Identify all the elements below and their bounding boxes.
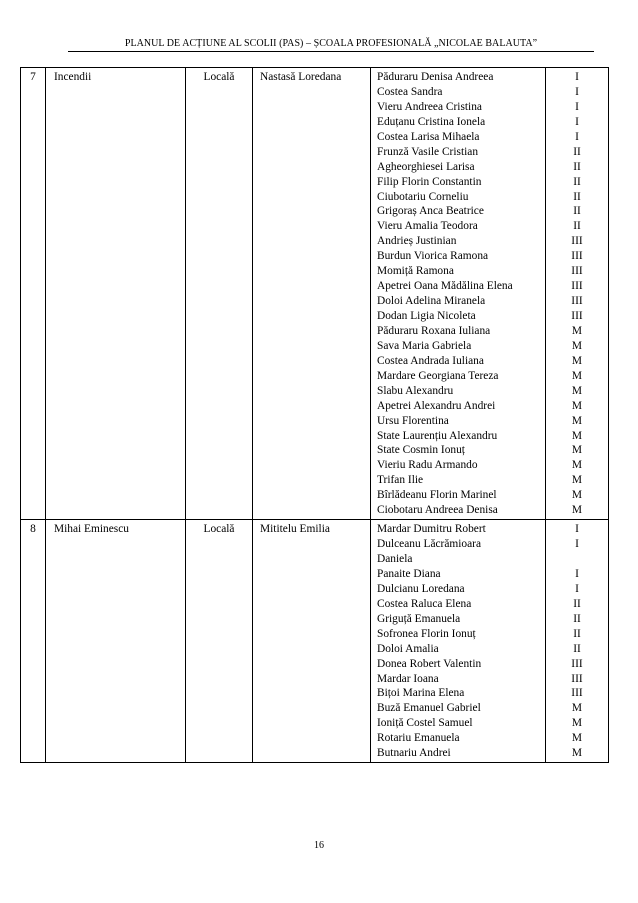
student-name: Momiță Ramona [377, 265, 454, 278]
cell-nr: 8 [21, 520, 46, 763]
student-class [546, 552, 608, 567]
student-class: II [573, 175, 581, 188]
activity-table-body [21, 68, 609, 763]
cell-student-classes [546, 68, 609, 520]
cell-student-names [371, 68, 546, 520]
cell-type: Locală [186, 520, 253, 763]
student-name: Burdun Viorica Ramona [377, 250, 489, 263]
student-class: III [571, 295, 583, 308]
student-name: Apetrei Alexandru Andrei [377, 399, 496, 412]
student-name: Costea Larisa Mihaela [377, 130, 480, 143]
student-class: M [571, 747, 583, 760]
cell-topic: Incendii [46, 68, 186, 520]
student-class: III [571, 250, 583, 263]
student-class: I [575, 582, 579, 595]
student-class: M [571, 444, 583, 457]
student-class: I [575, 130, 579, 143]
student-name: Donea Robert Valentin [377, 657, 482, 670]
student-name: Ciobotaru Andreea Denisa [377, 504, 498, 517]
student-class: M [571, 702, 583, 715]
student-class: I [575, 115, 579, 128]
student-name: State Laurențiu Alexandru [377, 429, 498, 442]
student-class: III [571, 310, 583, 322]
student-class: II [573, 220, 581, 233]
student-class: M [571, 339, 583, 352]
cell-topic: Mihai Eminescu [46, 520, 186, 763]
page-number: 16 [314, 840, 324, 851]
student-class: II [573, 627, 581, 640]
student-name: Bițoi Marina Elena [377, 687, 465, 700]
student-name: Dulceanu Lăcrămioara [377, 538, 482, 551]
student-class: II [573, 642, 581, 655]
student-name: Costea Sandra [377, 85, 443, 98]
student-class: I [575, 100, 579, 113]
student-class: M [571, 504, 583, 517]
student-name: Agheorghiesei Larisa [377, 160, 475, 173]
student-name: Costea Andrada Iuliana [377, 354, 484, 367]
student-name: Costea Raluca Elena [377, 597, 472, 610]
student-class: I [575, 538, 579, 551]
student-name: Dodan Ligia Nicoleta [377, 310, 476, 322]
student-class: III [571, 235, 583, 248]
student-name: Dulcianu Loredana [377, 582, 465, 595]
cell-nr: 7 [21, 68, 46, 520]
student-name: Mardar Dumitru Robert [377, 523, 486, 536]
student-name: Andrieș Justinian [377, 235, 457, 248]
student-class: II [573, 145, 581, 158]
student-name: Rotariu Emanuela [377, 732, 460, 745]
student-class: M [571, 384, 583, 397]
table-row-7 [21, 68, 609, 520]
student-name: Ciubotariu Corneliu [377, 190, 469, 203]
cell-type: Locală [186, 68, 253, 520]
student-class: M [571, 324, 583, 337]
student-class: M [571, 414, 583, 427]
student-class: III [571, 657, 583, 670]
student-name: Vieru Amalia Teodora [377, 220, 478, 233]
student-name: Griguță Emanuela [377, 612, 461, 625]
student-name: Slabu Alexandru [377, 384, 454, 397]
student-name: Daniela [377, 553, 413, 565]
student-name: Bîrlădeanu Florin Marinel [377, 489, 497, 502]
student-class: III [571, 672, 583, 685]
student-class: M [571, 717, 583, 730]
cell-coordinator: Mititelu Emilia [253, 520, 371, 763]
student-name: Trifan Ilie [377, 474, 424, 487]
page-header-title: PLANUL DE ACȚIUNE AL SCOLII (PAS) – ȘCOALA PROFESIONALĂ „NICOLAE BALAUTA” [124, 38, 538, 49]
student-class: M [571, 489, 583, 502]
student-name: Buză Emanuel Gabriel [377, 702, 481, 715]
student-name: Butnariu Andrei [377, 747, 451, 760]
student-class: M [571, 354, 583, 367]
student-class: M [571, 474, 583, 487]
student-name: Apetrei Oana Mădălina Elena [377, 280, 513, 293]
student-name: Sofronea Florin Ionuț [377, 627, 476, 640]
student-class: II [573, 190, 581, 203]
student-name: Vieriu Radu Armando [377, 459, 478, 472]
student-name: Sava Maria Gabriela [377, 339, 472, 352]
activity-table [20, 67, 609, 763]
student-class: I [575, 567, 579, 580]
student-class: I [575, 71, 579, 83]
student-class: II [573, 597, 581, 610]
cell-student-names [371, 520, 546, 763]
student-class: M [571, 732, 583, 745]
student-class: II [573, 612, 581, 625]
student-class: M [571, 369, 583, 382]
student-class: III [571, 280, 583, 293]
student-class: III [571, 687, 583, 700]
student-class: M [571, 399, 583, 412]
student-name: Ioniță Costel Samuel [377, 717, 473, 730]
student-name: State Cosmin Ionuț [377, 444, 465, 457]
student-name: Păduraru Denisa Andreea [377, 71, 494, 83]
student-class: M [571, 429, 583, 442]
header-divider [68, 51, 594, 52]
student-name: Filip Florin Constantin [377, 175, 482, 188]
student-name: Păduraru Roxana Iuliana [377, 324, 491, 337]
student-class: I [575, 523, 579, 536]
student-name: Panaite Diana [377, 567, 441, 580]
cell-coordinator: Nastasă Loredana [253, 68, 371, 520]
student-class: III [571, 265, 583, 278]
student-name: Mardare Georgiana Tereza [377, 369, 499, 382]
student-name: Eduțanu Cristina Ionela [377, 115, 486, 128]
student-name: Doloi Adelina Miranela [377, 295, 486, 308]
student-class: II [573, 160, 581, 173]
student-name: Ursu Florentina [377, 414, 449, 427]
student-name: Doloi Amalia [377, 642, 439, 655]
student-name: Mardar Ioana [377, 672, 439, 685]
student-class: M [571, 459, 583, 472]
student-class: II [573, 205, 581, 218]
student-name: Frunză Vasile Cristian [377, 145, 479, 158]
student-name: Vieru Andreea Cristina [377, 100, 482, 113]
table-row-8 [21, 520, 609, 763]
student-name: Grigoraș Anca Beatrice [377, 205, 484, 218]
student-class: I [575, 85, 579, 98]
cell-student-classes [546, 520, 609, 763]
